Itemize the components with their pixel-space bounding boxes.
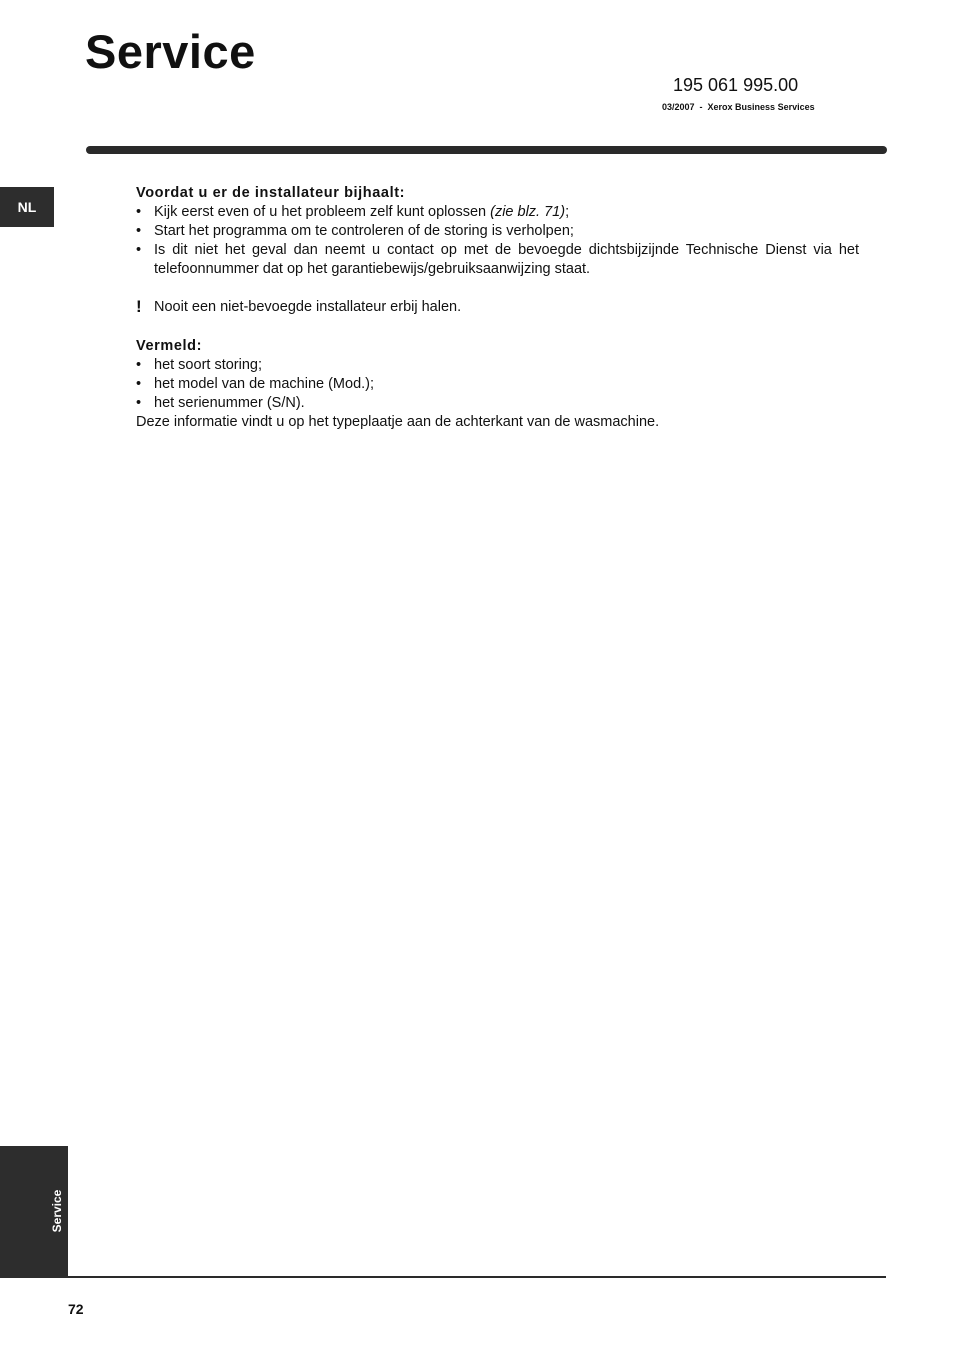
bullet-icon: • — [136, 357, 142, 373]
list-item-text: het model van de machine (Mod.); — [154, 376, 375, 392]
page-number: 72 — [68, 1301, 84, 1317]
footer-divider — [68, 1276, 886, 1278]
list-item — [136, 394, 859, 413]
bullet-icon: • — [136, 242, 142, 258]
bullet-icon: • — [136, 204, 142, 220]
warning-text: Nooit een niet-bevoegde installateur erbij halen. — [154, 299, 462, 315]
list-item-text: Is dit niet het geval dan neemt u contact op met de bevoegde dichtsbijzijnde Technische Dienst via het telefoonnummer dat op het garantiebewijs/gebruiksaanwijzing staat. — [154, 242, 859, 277]
list-item — [136, 203, 859, 222]
list-item — [136, 241, 859, 279]
list-item — [136, 222, 859, 241]
header-divider — [86, 146, 887, 154]
closing-note: Deze informatie vindt u op het typeplaatje aan de achterkant van de wasmachine. — [136, 414, 660, 430]
list-item-text: het soort storing; — [154, 357, 262, 373]
bullet-icon: • — [136, 223, 142, 239]
list-item-text: Start het programma om te controleren of de storing is verholpen; — [154, 223, 574, 239]
section-heading-mention: Vermeld: — [136, 338, 203, 354]
page-reference: (zie blz. 71) — [490, 204, 566, 220]
warning-note — [136, 298, 859, 317]
document-meta: 03/2007 - Xerox Business Services — [662, 102, 815, 112]
list-item — [136, 375, 859, 394]
list-item-suffix: ; — [565, 204, 570, 220]
section-side-label: Service — [50, 1189, 64, 1233]
bullet-icon: • — [136, 376, 142, 392]
exclamation-icon: ! — [136, 297, 142, 316]
list-item-text: het serienummer (S/N). — [154, 395, 305, 411]
content — [136, 184, 859, 432]
list-item-text: Kijk eerst even of u het probleem zelf kunt oplossen — [154, 204, 491, 220]
page-title: Service — [85, 25, 256, 78]
bullet-icon: • — [136, 395, 142, 411]
section-heading-before-calling: Voordat u er de installateur bijhaalt: — [136, 185, 406, 201]
language-tab: NL — [0, 187, 54, 227]
list-item — [136, 356, 859, 375]
document-number: 195 061 995.00 — [673, 75, 799, 95]
